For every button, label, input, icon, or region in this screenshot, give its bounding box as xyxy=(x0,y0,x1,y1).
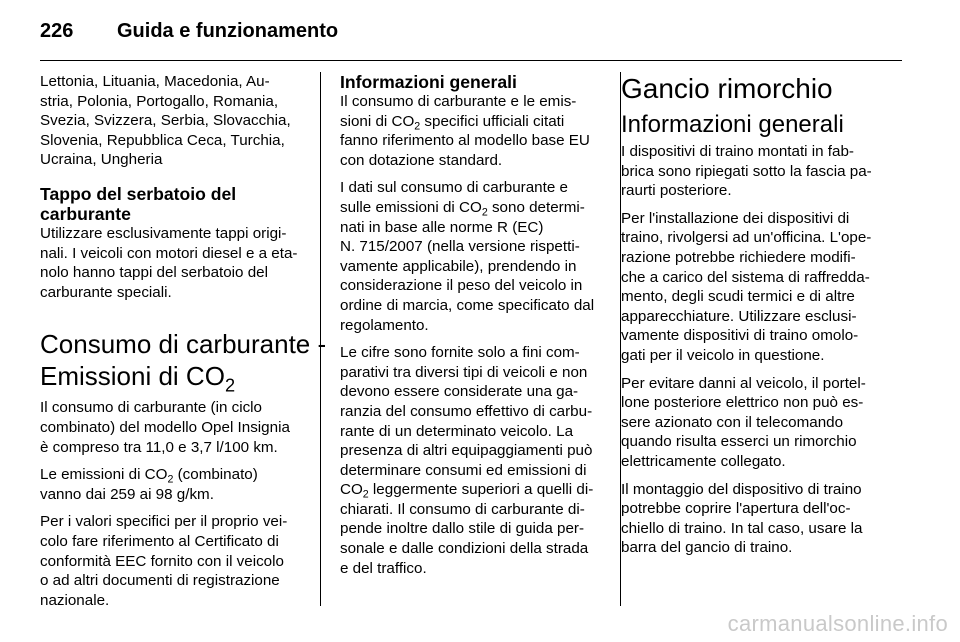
text-line: Il montaggio del dispositivo di traino xyxy=(621,480,862,498)
text-line: stria, Polonia, Portogallo, Romania, xyxy=(40,92,279,110)
fuel-cap-paragraph xyxy=(40,224,306,302)
text-line: devono essere considerate una ga- xyxy=(340,383,579,401)
general-info-paragraph-3 xyxy=(340,343,606,578)
heading-line: carburante xyxy=(40,203,131,224)
consumption-paragraph-1 xyxy=(40,398,306,457)
text-line: razione potrebbe richiedere modifi- xyxy=(621,248,856,266)
text-line: vamente dispositivi di traino omolo- xyxy=(621,327,859,345)
text-line: Utilizzare esclusivamente tappi origi- xyxy=(40,224,287,242)
consumption-paragraph-2 xyxy=(40,465,306,504)
text-line: Le cifre sono fornite solo a fini com- xyxy=(340,344,580,362)
text-line: pende inoltre dallo stile di guida per- xyxy=(340,520,585,538)
text-line: è compreso tra 11,0 e 3,7 l/100 km. xyxy=(40,438,278,456)
text-fragment: leggermente superiori a quelli di- xyxy=(368,481,594,499)
general-info-paragraph-2 xyxy=(340,178,606,335)
text-line: che a carico del sistema di raffredda- xyxy=(621,268,870,286)
general-info-heading: Informazioni generali xyxy=(340,72,517,92)
text-line: carburante speciali. xyxy=(40,283,172,301)
text-line: con dotazione standard. xyxy=(340,151,503,169)
text-fragment: Le emissioni di CO xyxy=(40,466,168,484)
general-info-paragraph-1 xyxy=(340,92,606,170)
heading-line: Consumo di carburante - xyxy=(40,329,327,360)
column-middle xyxy=(340,72,606,586)
text-line: e del traffico. xyxy=(340,559,427,577)
subscript: 2 xyxy=(167,473,174,486)
text-fragment: (combinato) xyxy=(173,466,258,484)
text-line: elettricamente collegato. xyxy=(621,452,786,470)
text-line: ranzia del consumo effettivo di carbu- xyxy=(340,402,593,420)
text-line: quando risulta esserci un rimorchio xyxy=(621,433,857,451)
text-line: traino, rivolgersi ad un'officina. L'ope- xyxy=(621,229,872,247)
subscript: 2 xyxy=(224,375,236,396)
tow-hitch-title: Gancio rimorchio xyxy=(621,73,833,104)
text-line: I dispositivi di traino montati in fab- xyxy=(621,143,854,160)
text-line: nazionale. xyxy=(40,591,110,609)
text-line: Slovenia, Repubblica Ceca, Turchia, xyxy=(40,131,285,149)
page-header xyxy=(0,0,960,62)
text-line: conformità EEC fornito con il veicolo xyxy=(40,552,284,570)
text-line: raurti posteriore. xyxy=(621,182,732,200)
text-line: chiello di traino. In tal caso, usare la xyxy=(621,519,863,537)
column-left xyxy=(40,72,327,618)
consumption-paragraph-3 xyxy=(40,512,306,610)
watermark: carmanualsonline.info xyxy=(727,611,948,636)
tow-hitch-paragraph-1 xyxy=(621,142,911,201)
tow-hitch-subtitle: Informazioni generali xyxy=(621,111,844,138)
text-line: ordine di marcia, come specificato dal xyxy=(340,296,595,314)
text-line: brica sono ripiegati sotto la fascia pa- xyxy=(621,162,872,180)
text-line: apparecchiature. Utilizzare esclusi- xyxy=(621,307,857,325)
text-line: rante di un determinato veicolo. La xyxy=(340,422,574,440)
text-line: Il consumo di carburante (in ciclo xyxy=(40,399,263,417)
heading-line: Tappo del serbatoio del xyxy=(40,183,237,204)
text-fragment: sioni di CO xyxy=(340,112,415,130)
text-line: lone posteriore elettrico non può es- xyxy=(621,394,864,412)
text-line: regolamento. xyxy=(340,316,429,334)
consumption-heading xyxy=(40,328,327,396)
tow-hitch-paragraph-2 xyxy=(621,209,911,366)
heading-line: Emissioni di CO xyxy=(40,361,225,392)
countries-paragraph xyxy=(40,72,306,170)
text-line: presenza di altri equipaggiamenti può xyxy=(340,442,593,460)
text-line: potrebbe coprire l'apertura dell'oc- xyxy=(621,500,851,518)
text-line: Lettonia, Lituania, Macedonia, Au- xyxy=(40,73,270,90)
text-fragment: sono determi- xyxy=(487,198,585,216)
text-line: nolo hanno tappi del serbatoio del xyxy=(40,264,268,282)
column-right xyxy=(621,72,911,566)
page-number: 226 xyxy=(40,20,74,42)
text-line: combinato) del modello Opel Insignia xyxy=(40,418,290,436)
tow-hitch-paragraph-3 xyxy=(621,374,911,472)
text-line: sonale e dalle condizioni della strada xyxy=(340,540,589,558)
text-line: Il consumo di carburante e le emis- xyxy=(340,93,577,110)
text-fragment: specifici ufficiali citati xyxy=(420,112,565,130)
text-line: colo fare riferimento al Certificato di xyxy=(40,532,279,550)
text-line: parativi tra diversi tipi di veicoli e non xyxy=(340,363,588,381)
text-line: Per i valori specifici per il proprio vei- xyxy=(40,513,288,531)
text-line: vanno dai 259 ai 98 g/km. xyxy=(40,485,214,503)
text-line: gati per il veicolo in questione. xyxy=(621,346,825,364)
text-line: considerazione il peso del veicolo in xyxy=(340,277,583,295)
text-line: I dati sul consumo di carburante e xyxy=(340,179,568,197)
header-rule xyxy=(40,60,902,61)
subscript: 2 xyxy=(414,120,421,133)
text-line: nali. I veicoli con motori diesel e a eta- xyxy=(40,244,298,262)
fuel-cap-heading xyxy=(40,184,306,224)
text-line: sere azionato con il telecomando xyxy=(621,413,844,431)
text-line: vamente applicabile), prendendo in xyxy=(340,257,577,275)
text-line: chiarati. Il consumo di carburante di- xyxy=(340,500,585,518)
text-line: barra del gancio di traino. xyxy=(621,539,793,557)
tow-hitch-paragraph-4 xyxy=(621,480,911,558)
text-line: Ucraina, Ungheria xyxy=(40,151,163,169)
text-line: Svezia, Svizzera, Serbia, Slovacchia, xyxy=(40,112,291,130)
text-fragment: sulle emissioni di CO xyxy=(340,198,482,216)
subscript: 2 xyxy=(481,206,488,219)
text-line: N. 715/2007 (nella versione rispetti- xyxy=(340,238,580,256)
text-line: Per evitare danni al veicolo, il portel- xyxy=(621,374,866,392)
text-line: Per l'installazione dei dispositivi di xyxy=(621,209,850,227)
text-line: determinare consumi ed emissioni di xyxy=(340,461,587,479)
text-line: mento, degli scudi termici e di altre xyxy=(621,288,855,306)
text-line: fanno riferimento al modello base EU xyxy=(340,132,590,150)
text-line: nati in base alle norme R (EC) xyxy=(340,218,544,236)
page-title: Guida e funzionamento xyxy=(117,20,339,42)
text-line: o ad altri documenti di registrazione xyxy=(40,572,280,590)
text-fragment: CO xyxy=(340,481,363,499)
subscript: 2 xyxy=(362,489,369,501)
